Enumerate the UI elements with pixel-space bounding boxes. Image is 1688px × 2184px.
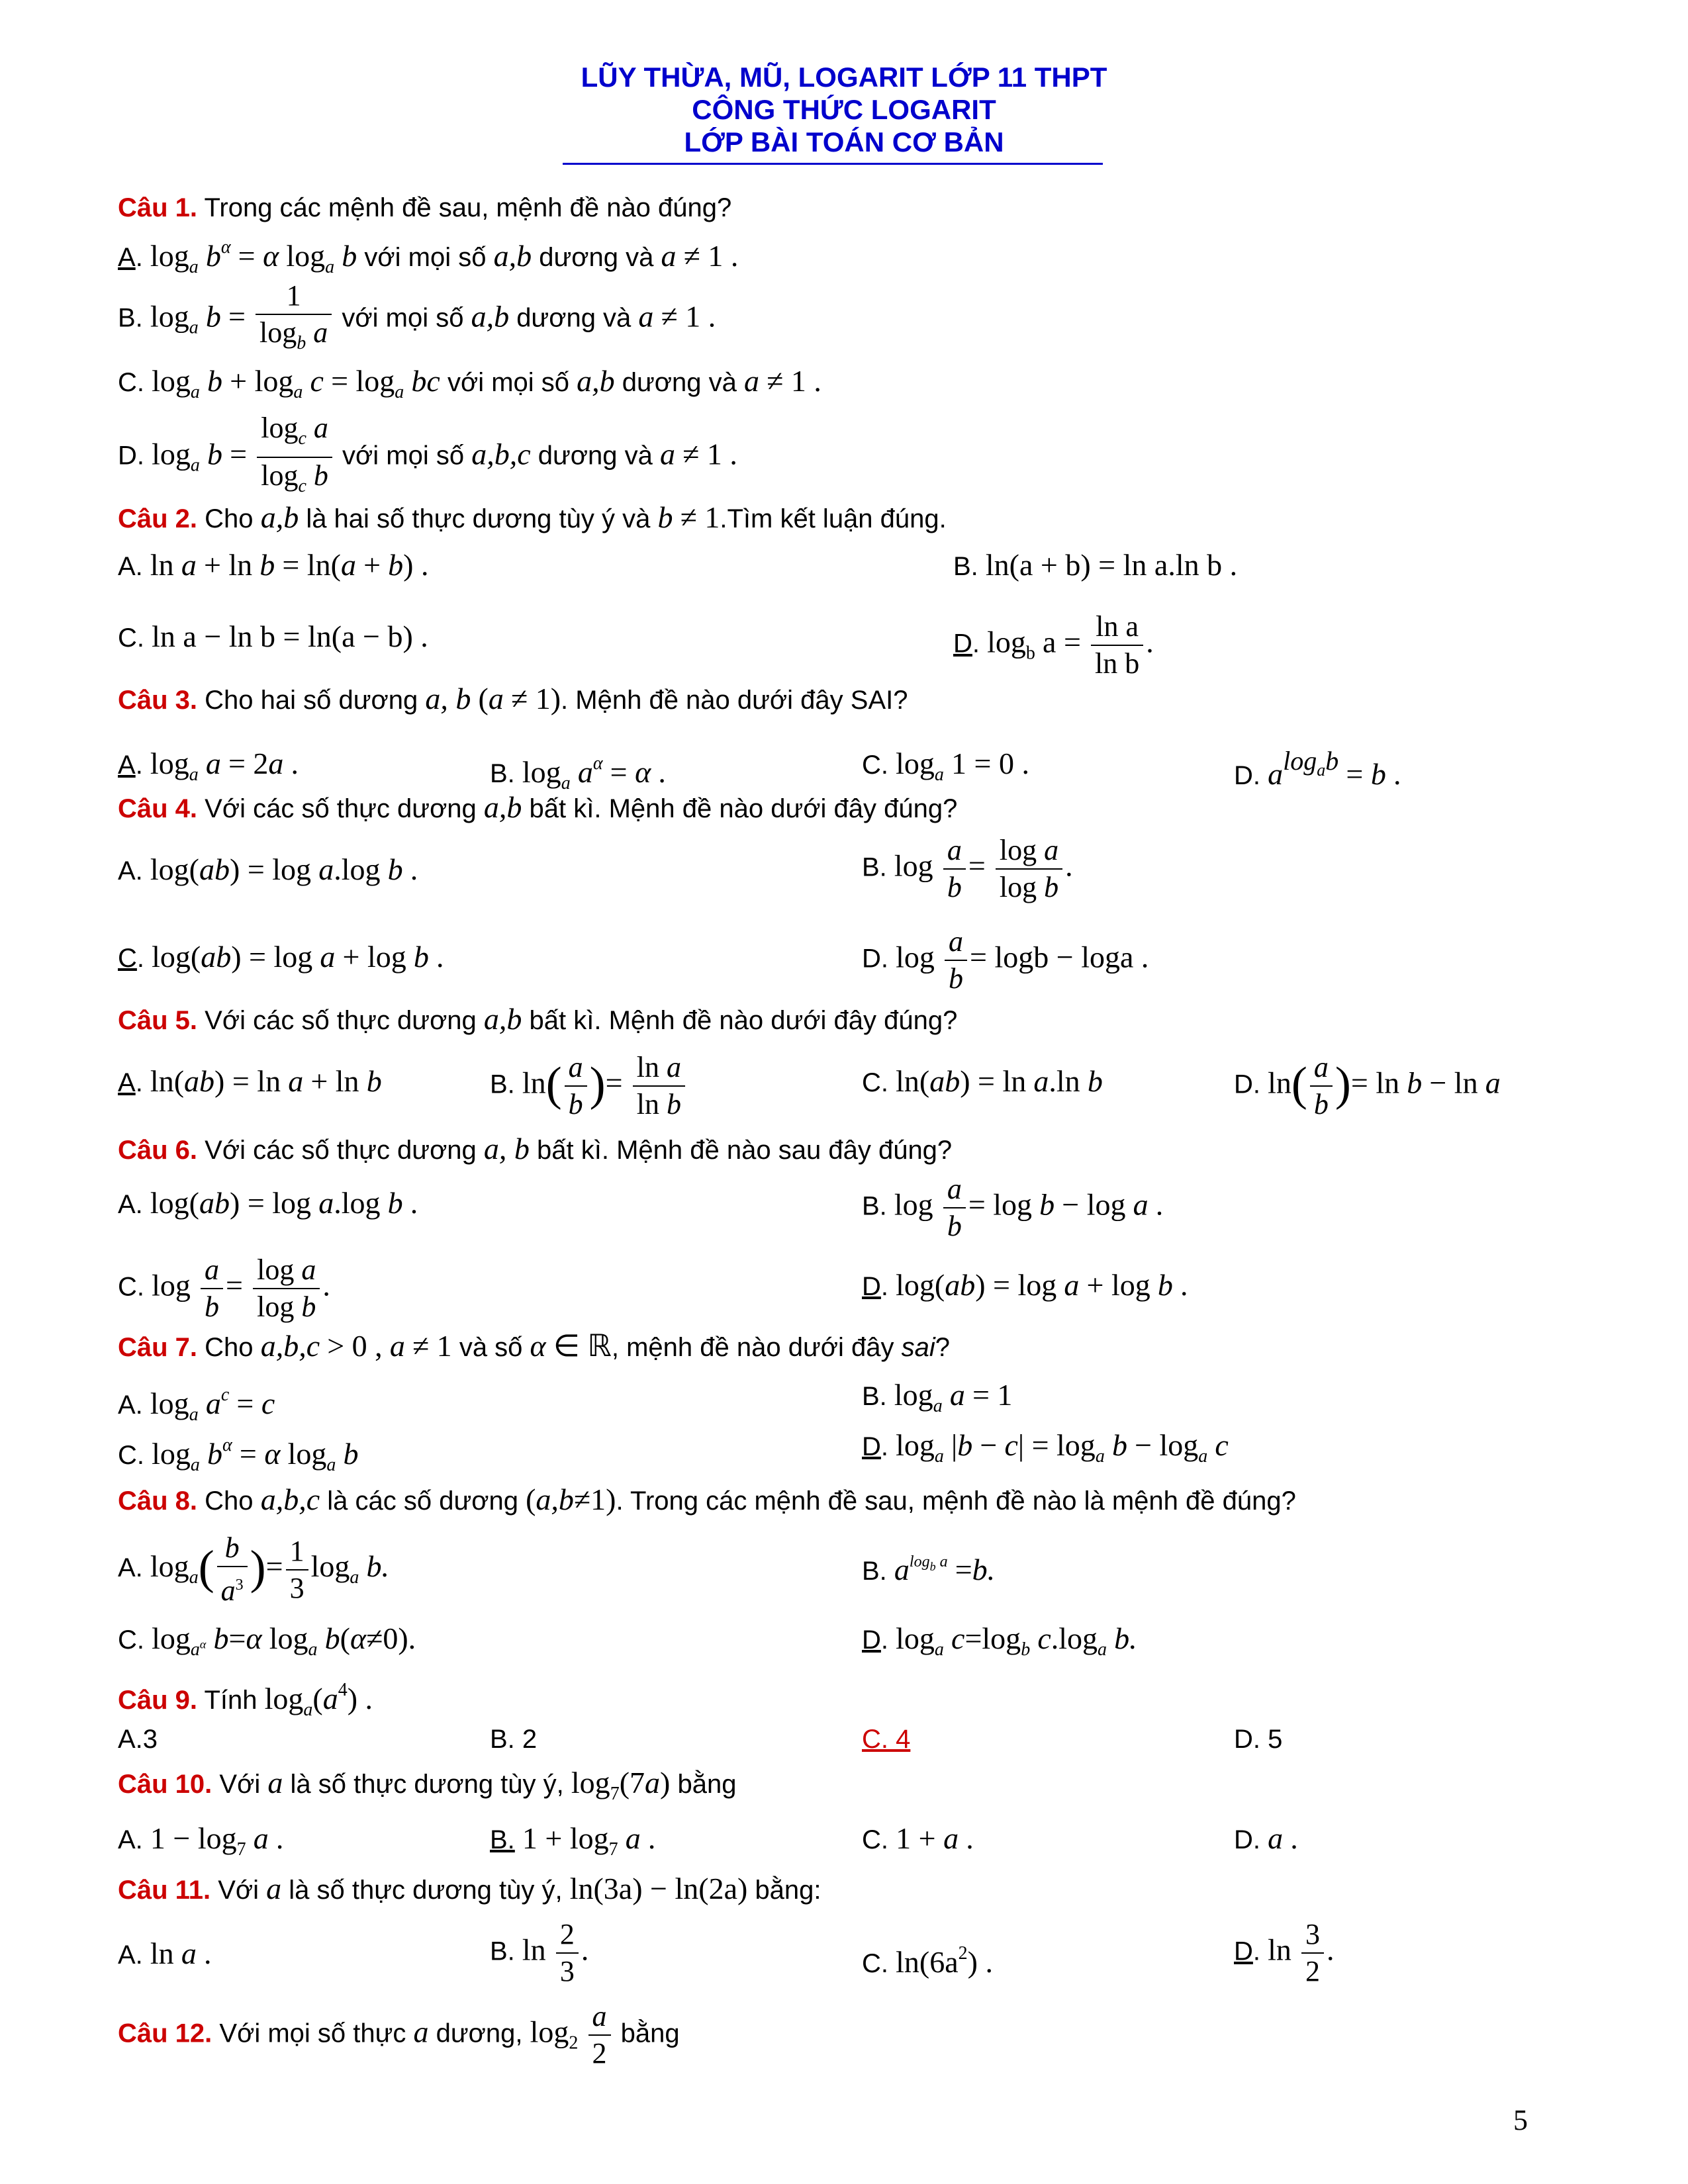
q3-option-c[interactable]: C. $\log_a 1 = 0$ .	[862, 747, 1029, 785]
q5-option-c[interactable]: C. ln(ab) = ln a.ln b	[862, 1064, 1103, 1098]
q7-option-a[interactable]: A. $\log_a a^c = c$	[118, 1385, 275, 1425]
q9-option-c[interactable]: C. 4	[862, 1725, 911, 1754]
q4-option-c[interactable]: C. log(ab) = log a + log b .	[118, 940, 444, 974]
q6-option-d[interactable]: D. log(ab) = log a + log b .	[862, 1268, 1188, 1302]
q11-option-b[interactable]: B. ln $\frac{2}{3}$ .	[490, 1918, 589, 1987]
q3-option-b[interactable]: B. $\log_a a^\alpha = \alpha$ .	[490, 753, 666, 794]
q9-option-d[interactable]: D. 5	[1234, 1725, 1283, 1754]
q10-option-c[interactable]: C. 1 + a .	[862, 1821, 974, 1855]
q2-option-d[interactable]: D. $\log_b a$ = $\frac{\text{ln a}}{\text{ln b}}$ .	[953, 610, 1154, 680]
question-1	[118, 192, 731, 224]
page-number: 5	[1513, 2104, 1528, 2136]
q1-option-c[interactable]: C. $\log_a b + \log_a c = \log_a$ bc với mọi số a,b dương và a ≠ 1 .	[118, 364, 821, 402]
q9-option-a[interactable]: A.3	[118, 1725, 158, 1754]
q11-option-a[interactable]: A. ln a .	[118, 1936, 212, 1970]
question-5: Câu 5. Với các số thực dương a,b bất kì. Mệnh đề nào dưới đây đúng?	[118, 1002, 958, 1036]
q10-option-d[interactable]: D. a .	[1234, 1821, 1298, 1855]
q5-option-a[interactable]: A. ln(ab) = ln a + ln b	[118, 1064, 382, 1098]
q1-option-d[interactable]: D. $\log_a b$ = $\frac{\log_c a}{\log_c b}$ với mọi số a,b,c dương và a ≠ 1 .	[118, 412, 737, 496]
question-6: Câu 6. Với các số thực dương a, b bất kì. Mệnh đề nào sau đây đúng?	[118, 1132, 953, 1165]
question-11: Câu 11. Với a là số thực dương tùy ý, ln(3a) − ln(2a) bằng:	[118, 1872, 821, 1905]
q4-option-d[interactable]: D. log $\frac{a}{b}$ = logb − loga .	[862, 925, 1149, 995]
q2-option-c[interactable]: C. ln a − ln b = ln(a − b) .	[118, 619, 428, 653]
question-3: Câu 3. Cho hai số dương a, b (a ≠ 1). Mệnh đề nào dưới đây SAI?	[118, 682, 908, 715]
q6-option-b[interactable]: B. log $\frac{a}{b}$ = log b − log a .	[862, 1173, 1164, 1242]
q7-option-b[interactable]: B. $\log_a a = 1$	[862, 1378, 1013, 1416]
question-4: Câu 4. Với các số thực dương a,b bất kì. Mệnh đề nào dưới đây đúng?	[118, 790, 958, 824]
q4-option-b[interactable]: B. log $\frac{a}{b}$ = $\frac{\text{log a}}{\text{log b}}$ .	[862, 834, 1073, 903]
q4-option-a[interactable]: A. log(ab) = log a.log b .	[118, 852, 418, 886]
q11-option-c[interactable]: C. $\ln(6a^2)$ .	[862, 1943, 993, 1979]
q8-option-c[interactable]: C. $\log_{a^\alpha} b=\alpha$ $\log_a b(\alpha\ne 0)$.	[118, 1621, 416, 1660]
q1-option-b[interactable]: B. $\log_a b$ = $\frac{1}{\log_b a}$ với mọi số a,b dương và a ≠ 1 .	[118, 279, 716, 353]
q5-option-b[interactable]: B. ln( $\frac{a}{b}$ )= $\frac{\text{ln a}}{\text{ln b}}$	[490, 1050, 688, 1122]
question-9: Câu 9. Tính $\log_a(a^4)$ .	[118, 1680, 373, 1720]
q11-option-d[interactable]: D. ln $\frac{3}{2}$ .	[1234, 1918, 1335, 1987]
question-7: Câu 7. Cho a,b,c > 0 , a ≠ 1 và số α ∈ ℝ, mệnh đề nào dưới đây sai?	[118, 1329, 950, 1363]
q8-option-d[interactable]: D. $\log_a c=\log_b$ $c.\log_a$ b.	[862, 1621, 1137, 1660]
q5-option-d[interactable]: D. ln( $\frac{a}{b}$ )= ln b − ln a	[1234, 1051, 1501, 1120]
question-10: Câu 10. Với a là số thực dương tùy ý, $\log_7(7a)$ bằng	[118, 1766, 737, 1804]
question-2: Câu 2. Cho a,b là hai số thực dương tùy ý và b ≠ 1.Tìm kết luận đúng.	[118, 500, 947, 534]
title-line-1: LŨY THỪA, MŨ, LOGARIT LỚP 11 THPT	[581, 62, 1107, 93]
q2-option-b[interactable]: B. ln(a + b) = ln a.ln b .	[953, 548, 1238, 582]
question-12: Câu 12. Với mọi số thực a dương, $\log_2$ $\frac{a}{2}$ bằng	[118, 2000, 680, 2070]
q3-option-d[interactable]: D. alog$_a$b = b .	[1234, 746, 1401, 791]
title-line-3: LỚP BÀI TOÁN CƠ BẢN	[684, 126, 1004, 158]
q8-option-a[interactable]: A. $\log_a$( $\frac{b}{a^3}$ )= $\frac{1}{3}$ $\log_a b$.	[118, 1531, 390, 1607]
q1-option-a[interactable]: A. $\log_a b^\alpha = \alpha$ $\log_a b$ với mọi số a,b dương và a ≠ 1 .	[118, 237, 739, 277]
q8-option-b[interactable]: B. $a^{log_b a} =b$.	[862, 1553, 996, 1586]
question-label: Câu 1.	[118, 193, 198, 222]
q6-option-c[interactable]: C. log $\frac{a}{b}$ = $\frac{\text{log a}}{\text{log b}}$ .	[118, 1253, 330, 1323]
q10-option-b[interactable]: B. $1 + \log_7 a$ .	[490, 1821, 656, 1860]
q2-option-a[interactable]: A. ln a + ln b = ln(a + b) .	[118, 548, 429, 582]
question-8: Câu 8. Cho a,b,c là các số dương (a,b≠1). Trong các mệnh đề sau, mệnh đề nào là mệnh đề đúng?	[118, 1482, 1296, 1516]
q9-option-b[interactable]: B. 2	[490, 1725, 538, 1754]
q3-option-a[interactable]: A. $\log_a a = 2a$ .	[118, 747, 299, 785]
q7-option-d[interactable]: D. $\log_a |b - c| = \log_a b - \log_a c$	[862, 1428, 1229, 1467]
title-underline	[563, 163, 1103, 165]
q10-option-a[interactable]: A. $1 - \log_7 a$ .	[118, 1821, 284, 1860]
q7-option-c[interactable]: C. $\log_a b^\alpha = \alpha$ $\log_a b$	[118, 1435, 359, 1475]
title-line-2: CÔNG THỨC LOGARIT	[692, 94, 996, 125]
question-text: Trong các mệnh đề sau, mệnh đề nào đúng?	[204, 193, 732, 222]
q6-option-a[interactable]: A. log(ab) = log a.log b .	[118, 1186, 418, 1220]
